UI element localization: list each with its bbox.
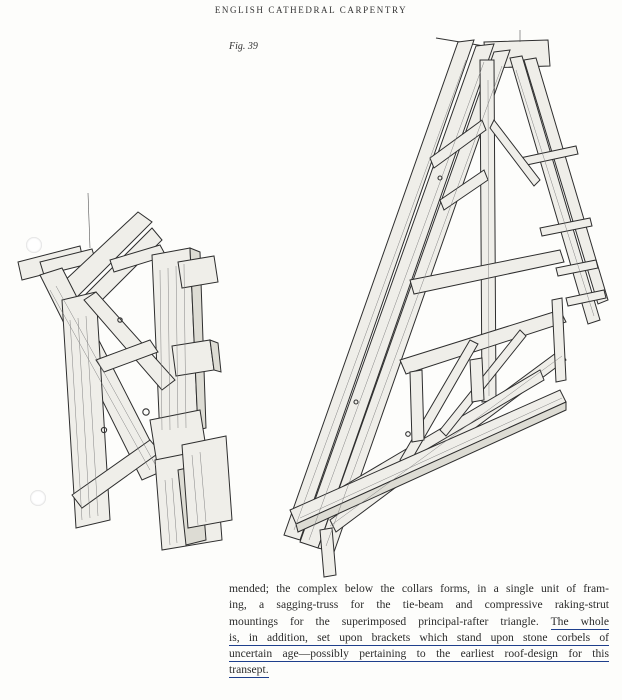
- highlighted-text: transept.: [229, 663, 269, 677]
- bracket-detail-drawing: [18, 193, 232, 550]
- body-paragraph: [229, 581, 609, 679]
- text-line: ing, a sagging-truss for the tie-beam and compressive raking-strut: [229, 598, 609, 612]
- running-header: ENGLISH CATHEDRAL CARPENTRY: [214, 5, 408, 15]
- highlighted-text: uncertain age—possibly pertaining to the earliest roof-design for this: [229, 647, 609, 661]
- punch-hole: [30, 490, 46, 506]
- text-line: [229, 646, 609, 662]
- highlighted-text: is, in addition, set upon brackets which stand upon stone corbels of: [229, 630, 609, 644]
- highlighted-text: The whole: [550, 614, 609, 628]
- text-line: [229, 662, 609, 678]
- text-segment: mountings for the superimposed principal-rafter triangle.: [229, 614, 539, 628]
- roof-truss-drawing: [284, 30, 608, 577]
- punch-hole: [26, 237, 42, 253]
- text-line: [229, 614, 609, 630]
- text-line: mended; the complex below the collars forms, in a single unit of fram-: [229, 582, 609, 595]
- text-line: [229, 630, 609, 646]
- figure-label: Fig. 39: [229, 41, 258, 52]
